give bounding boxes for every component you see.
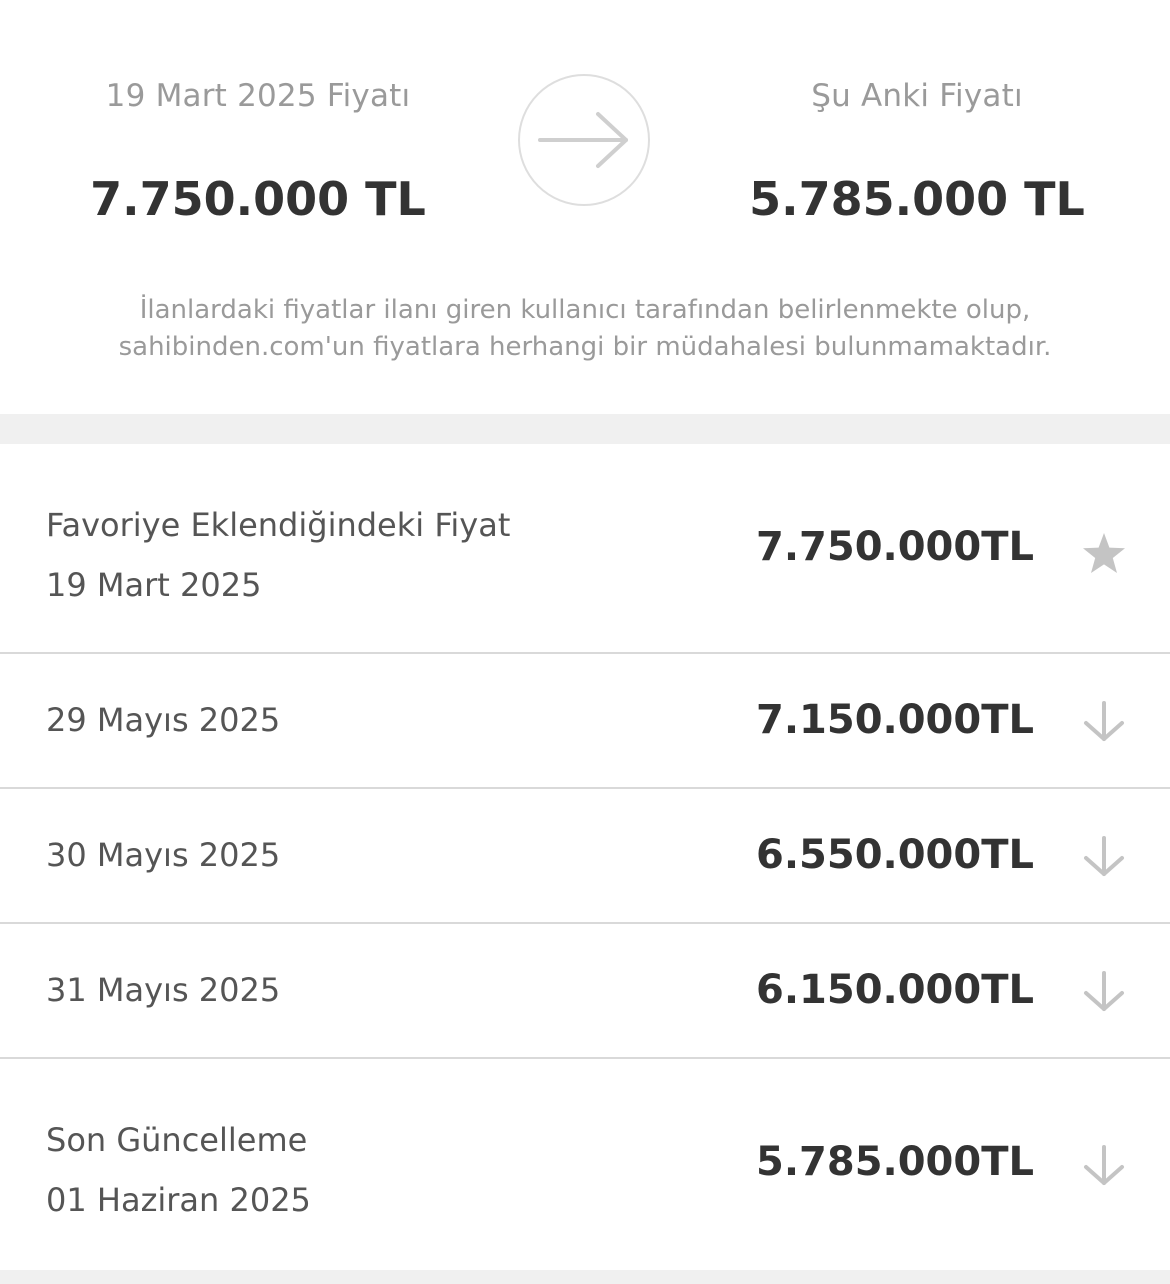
row-price: 5.785.000TL (756, 1139, 1034, 1185)
bottom-divider (0, 1270, 1170, 1284)
disclaimer-line-1: İlanlardaki fiyatlar ilanı giren kullanıcı tarafından belirlenmekte olup, (139, 295, 1031, 325)
current-price-value: 5.785.000 TL (749, 172, 1085, 226)
initial-price-label: 19 Mart 2025 Fiyatı (105, 78, 411, 114)
price-history-row (0, 924, 1170, 1059)
initial-price-value: 7.750.000 TL (90, 172, 426, 226)
row-price: 7.750.000TL (756, 524, 1034, 570)
row-title: Son Güncelleme (46, 1121, 308, 1159)
price-history-row (0, 789, 1170, 924)
arrow-down-icon (1080, 1141, 1128, 1189)
row-date: 01 Haziran 2025 (46, 1181, 311, 1219)
row-price: 6.550.000TL (756, 832, 1034, 878)
arrow-down-icon (1080, 967, 1128, 1015)
current-price-label: Şu Anki Fiyatı (811, 78, 1023, 114)
row-date: 29 Mayıs 2025 (46, 701, 281, 739)
arrow-down-icon (1080, 832, 1128, 880)
arrow-right-icon (518, 74, 650, 206)
row-date: 19 Mart 2025 (46, 566, 262, 604)
row-price: 6.150.000TL (756, 967, 1034, 1013)
row-price: 7.150.000TL (756, 697, 1034, 743)
section-divider (0, 414, 1170, 444)
star-icon (1080, 529, 1128, 577)
row-date: 30 Mayıs 2025 (46, 836, 281, 874)
disclaimer-line-2: sahibinden.com'un fiyatlara herhangi bir müdahalesi bulunmamaktadır. (118, 332, 1052, 362)
arrow-down-icon (1080, 697, 1128, 745)
price-summary (0, 0, 1170, 414)
row-date: 31 Mayıs 2025 (46, 971, 281, 1009)
price-history-row-favorite (0, 444, 1170, 654)
price-disclaimer (40, 292, 1130, 366)
price-history-row (0, 654, 1170, 789)
row-title: Favoriye Eklendiğindeki Fiyat (46, 506, 511, 544)
price-history-row-last-update (0, 1059, 1170, 1270)
